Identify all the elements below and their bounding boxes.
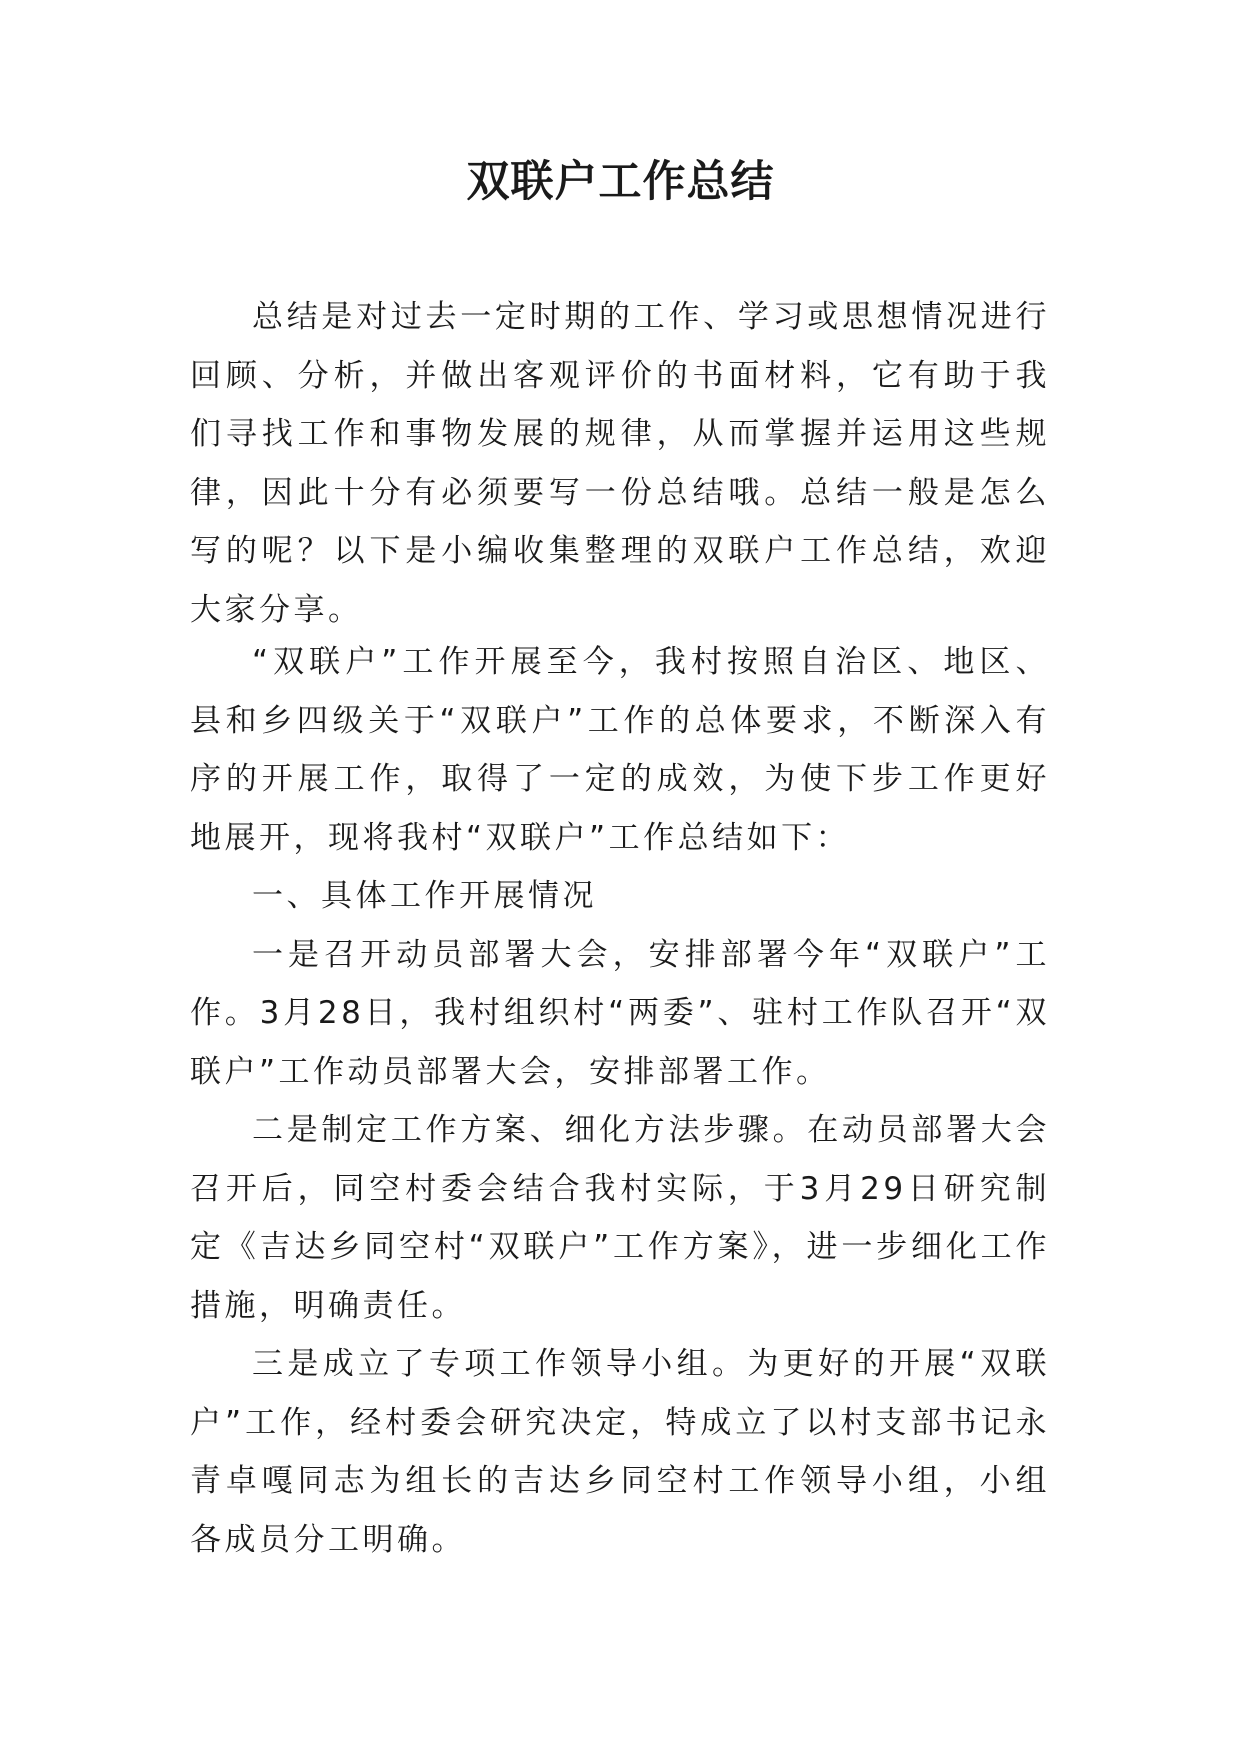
main-section	[190, 633, 1050, 1569]
document-title: 双联户工作总结	[466, 157, 775, 207]
body-paragraph: 三是成立了专项工作领导小组。为更好的开展“双联户”工作，经村委会研究决定，特成立了以村支部书记永青卓嘎同志为组长的吉达乡同空村工作领导小组，小组各成员分工明确。	[190, 1346, 1050, 1558]
intro-paragraph: 总结是对过去一定时期的工作、学习或思想情况进行回顾、分析，并做出客观评价的书面材料，它有助于我们寻找工作和事物发展的规律，从而掌握并运用这些规律，因此十分有必须要写一份总结哦。总结一般是怎么写的呢？以下是小编收集整理的双联户工作总结，欢迎大家分享。	[190, 299, 1050, 628]
body-paragraph: “双联户”工作开展至今，我村按照自治区、地区、县和乡四级关于“双联户”工作的总体要求，不断深入有序的开展工作，取得了一定的成效，为使下步工作更好地展开，现将我村“双联户”工作总结如下：	[190, 644, 1050, 856]
body-paragraph: 二是制定工作方案、细化方法步骤。在动员部署大会召开后，同空村委会结合我村实际，于3月29日研究制定《吉达乡同空村“双联户”工作方案》，进一步细化工作措施，明确责任。	[190, 1112, 1050, 1324]
intro-section	[190, 288, 1050, 639]
section-heading: 一、具体工作开展情况	[252, 878, 597, 914]
body-paragraph: 一是召开动员部署大会，安排部署今年“双联户”工作。3月28日，我村组织村“两委”、驻村工作队召开“双联户”工作动员部署大会，安排部署工作。	[190, 936, 1050, 1090]
